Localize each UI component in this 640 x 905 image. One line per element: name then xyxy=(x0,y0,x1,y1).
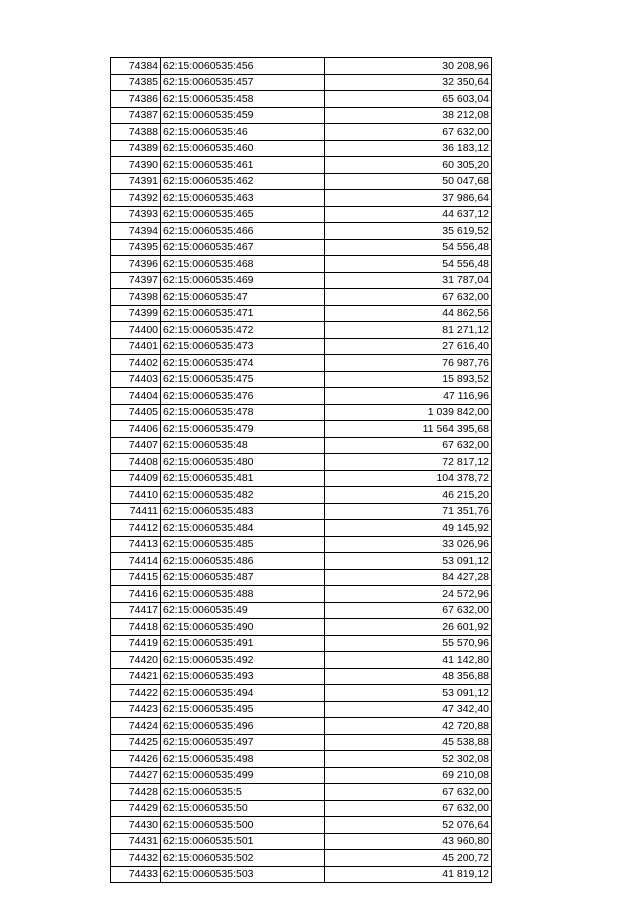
row-number-cell: 74417 xyxy=(111,602,161,619)
cadastral-number-cell: 62:15:0060535:492 xyxy=(161,652,325,669)
cadastral-value-cell: 67 632,00 xyxy=(325,437,492,454)
cadastral-value-cell: 46 215,20 xyxy=(325,487,492,504)
cadastral-value-cell: 26 601,92 xyxy=(325,619,492,636)
cadastral-value-cell: 72 817,12 xyxy=(325,454,492,471)
row-number-cell: 74387 xyxy=(111,107,161,124)
cadastral-number-cell: 62:15:0060535:475 xyxy=(161,371,325,388)
row-number-cell: 74430 xyxy=(111,817,161,834)
cadastral-number-cell: 62:15:0060535:478 xyxy=(161,404,325,421)
cadastral-number-cell: 62:15:0060535:467 xyxy=(161,239,325,256)
row-number-cell: 74386 xyxy=(111,91,161,108)
cadastral-number-cell: 62:15:0060535:500 xyxy=(161,817,325,834)
row-number-cell: 74428 xyxy=(111,784,161,801)
cadastral-number-cell: 62:15:0060535:496 xyxy=(161,718,325,735)
cadastral-number-cell: 62:15:0060535:471 xyxy=(161,305,325,322)
cadastral-value-cell: 15 893,52 xyxy=(325,371,492,388)
cadastral-value-cell: 36 183,12 xyxy=(325,140,492,157)
cadastral-value-cell: 71 351,76 xyxy=(325,503,492,520)
row-number-cell: 74426 xyxy=(111,751,161,768)
table-row xyxy=(111,833,492,850)
table-row xyxy=(111,157,492,174)
row-number-cell: 74397 xyxy=(111,272,161,289)
cadastral-value-cell: 37 986,64 xyxy=(325,190,492,207)
cadastral-value-cell: 47 342,40 xyxy=(325,701,492,718)
cadastral-value-cell: 41 819,12 xyxy=(325,866,492,883)
row-number-cell: 74389 xyxy=(111,140,161,157)
row-number-cell: 74424 xyxy=(111,718,161,735)
table-row xyxy=(111,289,492,306)
cadastral-number-cell: 62:15:0060535:499 xyxy=(161,767,325,784)
row-number-cell: 74392 xyxy=(111,190,161,207)
cadastral-number-cell: 62:15:0060535:474 xyxy=(161,355,325,372)
cadastral-value-cell: 35 619,52 xyxy=(325,223,492,240)
cadastral-number-cell: 62:15:0060535:502 xyxy=(161,850,325,867)
table-row xyxy=(111,470,492,487)
cadastral-number-cell: 62:15:0060535:49 xyxy=(161,602,325,619)
row-number-cell: 74411 xyxy=(111,503,161,520)
row-number-cell: 74410 xyxy=(111,487,161,504)
row-number-cell: 74401 xyxy=(111,338,161,355)
row-number-cell: 74390 xyxy=(111,157,161,174)
cadastral-value-cell: 65 603,04 xyxy=(325,91,492,108)
cadastral-number-cell: 62:15:0060535:468 xyxy=(161,256,325,273)
table-row xyxy=(111,454,492,471)
cadastral-number-cell: 62:15:0060535:47 xyxy=(161,289,325,306)
row-number-cell: 74414 xyxy=(111,553,161,570)
row-number-cell: 74394 xyxy=(111,223,161,240)
table-row xyxy=(111,866,492,883)
cadastral-value-cell: 55 570,96 xyxy=(325,635,492,652)
table-row xyxy=(111,553,492,570)
table-row xyxy=(111,371,492,388)
row-number-cell: 74418 xyxy=(111,619,161,636)
cadastral-value-cell: 54 556,48 xyxy=(325,239,492,256)
table-row xyxy=(111,487,492,504)
table-row xyxy=(111,520,492,537)
row-number-cell: 74391 xyxy=(111,173,161,190)
table-row xyxy=(111,338,492,355)
cadastral-number-cell: 62:15:0060535:458 xyxy=(161,91,325,108)
row-number-cell: 74398 xyxy=(111,289,161,306)
cadastral-number-cell: 62:15:0060535:501 xyxy=(161,833,325,850)
table-row xyxy=(111,701,492,718)
cadastral-value-cell: 48 356,88 xyxy=(325,668,492,685)
table-row xyxy=(111,784,492,801)
cadastral-number-cell: 62:15:0060535:497 xyxy=(161,734,325,751)
table-row xyxy=(111,850,492,867)
row-number-cell: 74425 xyxy=(111,734,161,751)
cadastral-value-cell: 44 862,56 xyxy=(325,305,492,322)
row-number-cell: 74433 xyxy=(111,866,161,883)
cadastral-number-cell: 62:15:0060535:482 xyxy=(161,487,325,504)
row-number-cell: 74395 xyxy=(111,239,161,256)
cadastral-value-cell: 44 637,12 xyxy=(325,206,492,223)
cadastral-value-cell: 67 632,00 xyxy=(325,784,492,801)
cadastral-value-cell: 24 572,96 xyxy=(325,586,492,603)
table-row xyxy=(111,58,492,75)
cadastral-value-cell: 54 556,48 xyxy=(325,256,492,273)
cadastral-number-cell: 62:15:0060535:465 xyxy=(161,206,325,223)
cadastral-number-cell: 62:15:0060535:46 xyxy=(161,124,325,141)
table-row xyxy=(111,635,492,652)
table-row xyxy=(111,74,492,91)
cadastral-value-cell: 30 208,96 xyxy=(325,58,492,75)
cadastral-number-cell: 62:15:0060535:469 xyxy=(161,272,325,289)
table-row xyxy=(111,91,492,108)
row-number-cell: 74399 xyxy=(111,305,161,322)
table-row xyxy=(111,173,492,190)
cadastral-value-cell: 38 212,08 xyxy=(325,107,492,124)
cadastral-value-cell: 1 039 842,00 xyxy=(325,404,492,421)
cadastral-value-cell: 53 091,12 xyxy=(325,685,492,702)
cadastral-number-cell: 62:15:0060535:490 xyxy=(161,619,325,636)
cadastral-value-cell: 69 210,08 xyxy=(325,767,492,784)
cadastral-value-cell: 53 091,12 xyxy=(325,553,492,570)
cadastral-number-cell: 62:15:0060535:485 xyxy=(161,536,325,553)
cadastral-number-cell: 62:15:0060535:472 xyxy=(161,322,325,339)
table-row xyxy=(111,569,492,586)
row-number-cell: 74406 xyxy=(111,421,161,438)
row-number-cell: 74412 xyxy=(111,520,161,537)
row-number-cell: 74396 xyxy=(111,256,161,273)
table-row xyxy=(111,305,492,322)
cadastral-number-cell: 62:15:0060535:488 xyxy=(161,586,325,603)
cadastral-number-cell: 62:15:0060535:473 xyxy=(161,338,325,355)
cadastral-value-cell: 81 271,12 xyxy=(325,322,492,339)
row-number-cell: 74413 xyxy=(111,536,161,553)
table-row xyxy=(111,767,492,784)
row-number-cell: 74384 xyxy=(111,58,161,75)
cadastral-number-cell: 62:15:0060535:460 xyxy=(161,140,325,157)
cadastral-number-cell: 62:15:0060535:479 xyxy=(161,421,325,438)
cadastral-value-cell: 49 145,92 xyxy=(325,520,492,537)
cadastral-number-cell: 62:15:0060535:491 xyxy=(161,635,325,652)
cadastral-value-cell: 50 047,68 xyxy=(325,173,492,190)
table-row xyxy=(111,652,492,669)
table-row xyxy=(111,124,492,141)
table-row xyxy=(111,817,492,834)
table-row xyxy=(111,586,492,603)
cadastral-number-cell: 62:15:0060535:486 xyxy=(161,553,325,570)
cadastral-number-cell: 62:15:0060535:494 xyxy=(161,685,325,702)
cadastral-value-cell: 76 987,76 xyxy=(325,355,492,372)
cadastral-value-cell: 67 632,00 xyxy=(325,602,492,619)
table-row xyxy=(111,751,492,768)
table-row xyxy=(111,272,492,289)
cadastral-number-cell: 62:15:0060535:498 xyxy=(161,751,325,768)
cadastral-value-table xyxy=(110,57,492,883)
table-row xyxy=(111,503,492,520)
row-number-cell: 74407 xyxy=(111,437,161,454)
row-number-cell: 74422 xyxy=(111,685,161,702)
table-row xyxy=(111,239,492,256)
cadastral-value-cell: 32 350,64 xyxy=(325,74,492,91)
table-row xyxy=(111,223,492,240)
cadastral-number-cell: 62:15:0060535:461 xyxy=(161,157,325,174)
cadastral-value-cell: 11 564 395,68 xyxy=(325,421,492,438)
row-number-cell: 74409 xyxy=(111,470,161,487)
table-row xyxy=(111,256,492,273)
row-number-cell: 74421 xyxy=(111,668,161,685)
table-row xyxy=(111,602,492,619)
cadastral-number-cell: 62:15:0060535:50 xyxy=(161,800,325,817)
table-body xyxy=(111,58,492,883)
table-row xyxy=(111,404,492,421)
table-row xyxy=(111,421,492,438)
cadastral-value-cell: 27 616,40 xyxy=(325,338,492,355)
row-number-cell: 74415 xyxy=(111,569,161,586)
cadastral-number-cell: 62:15:0060535:463 xyxy=(161,190,325,207)
cadastral-number-cell: 62:15:0060535:5 xyxy=(161,784,325,801)
row-number-cell: 74408 xyxy=(111,454,161,471)
row-number-cell: 74423 xyxy=(111,701,161,718)
cadastral-value-cell: 45 538,88 xyxy=(325,734,492,751)
cadastral-value-cell: 47 116,96 xyxy=(325,388,492,405)
table-row xyxy=(111,668,492,685)
row-number-cell: 74432 xyxy=(111,850,161,867)
cadastral-number-cell: 62:15:0060535:466 xyxy=(161,223,325,240)
cadastral-value-cell: 84 427,28 xyxy=(325,569,492,586)
table-row xyxy=(111,800,492,817)
cadastral-number-cell: 62:15:0060535:483 xyxy=(161,503,325,520)
row-number-cell: 74419 xyxy=(111,635,161,652)
cadastral-value-cell: 42 720,88 xyxy=(325,718,492,735)
cadastral-value-cell: 67 632,00 xyxy=(325,800,492,817)
row-number-cell: 74388 xyxy=(111,124,161,141)
row-number-cell: 74393 xyxy=(111,206,161,223)
row-number-cell: 74431 xyxy=(111,833,161,850)
row-number-cell: 74429 xyxy=(111,800,161,817)
cadastral-number-cell: 62:15:0060535:476 xyxy=(161,388,325,405)
cadastral-value-cell: 43 960,80 xyxy=(325,833,492,850)
cadastral-value-cell: 52 302,08 xyxy=(325,751,492,768)
cadastral-value-cell: 31 787,04 xyxy=(325,272,492,289)
table-row xyxy=(111,685,492,702)
cadastral-number-cell: 62:15:0060535:459 xyxy=(161,107,325,124)
cadastral-number-cell: 62:15:0060535:48 xyxy=(161,437,325,454)
table-row xyxy=(111,206,492,223)
cadastral-number-cell: 62:15:0060535:457 xyxy=(161,74,325,91)
cadastral-value-cell: 67 632,00 xyxy=(325,289,492,306)
row-number-cell: 74404 xyxy=(111,388,161,405)
cadastral-number-cell: 62:15:0060535:503 xyxy=(161,866,325,883)
cadastral-number-cell: 62:15:0060535:480 xyxy=(161,454,325,471)
table-row xyxy=(111,107,492,124)
cadastral-value-cell: 67 632,00 xyxy=(325,124,492,141)
cadastral-value-cell: 33 026,96 xyxy=(325,536,492,553)
table-row xyxy=(111,388,492,405)
cadastral-value-cell: 60 305,20 xyxy=(325,157,492,174)
cadastral-number-cell: 62:15:0060535:493 xyxy=(161,668,325,685)
row-number-cell: 74405 xyxy=(111,404,161,421)
table-row xyxy=(111,355,492,372)
table-row xyxy=(111,619,492,636)
cadastral-number-cell: 62:15:0060535:487 xyxy=(161,569,325,586)
cadastral-number-cell: 62:15:0060535:456 xyxy=(161,58,325,75)
cadastral-value-cell: 104 378,72 xyxy=(325,470,492,487)
row-number-cell: 74427 xyxy=(111,767,161,784)
cadastral-number-cell: 62:15:0060535:495 xyxy=(161,701,325,718)
row-number-cell: 74402 xyxy=(111,355,161,372)
row-number-cell: 74403 xyxy=(111,371,161,388)
cadastral-number-cell: 62:15:0060535:462 xyxy=(161,173,325,190)
table-row xyxy=(111,140,492,157)
cadastral-value-cell: 41 142,80 xyxy=(325,652,492,669)
row-number-cell: 74416 xyxy=(111,586,161,603)
cadastral-value-cell: 45 200,72 xyxy=(325,850,492,867)
table-row xyxy=(111,734,492,751)
table-row xyxy=(111,718,492,735)
cadastral-number-cell: 62:15:0060535:484 xyxy=(161,520,325,537)
table-row xyxy=(111,536,492,553)
table-row xyxy=(111,322,492,339)
row-number-cell: 74420 xyxy=(111,652,161,669)
cadastral-number-cell: 62:15:0060535:481 xyxy=(161,470,325,487)
cadastral-value-cell: 52 076,64 xyxy=(325,817,492,834)
row-number-cell: 74385 xyxy=(111,74,161,91)
table-row xyxy=(111,190,492,207)
table-row xyxy=(111,437,492,454)
row-number-cell: 74400 xyxy=(111,322,161,339)
